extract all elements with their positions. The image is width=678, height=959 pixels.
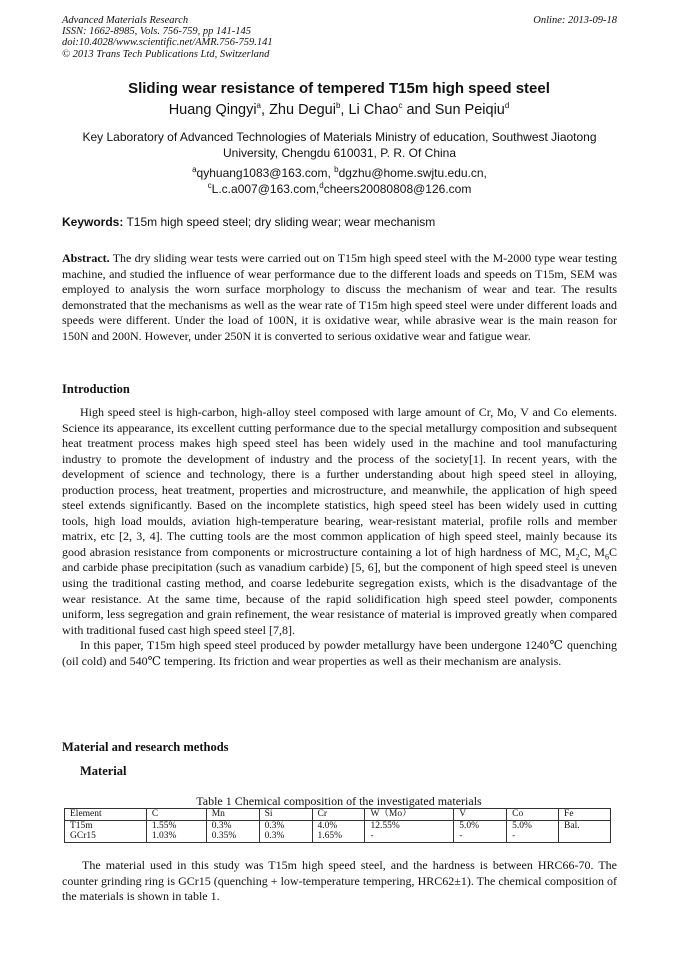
subscript: 2 — [575, 552, 580, 562]
table-cell: 0.3% — [259, 831, 312, 842]
table-cell: - — [365, 831, 454, 842]
table-cell: 1.55% — [146, 820, 206, 831]
email-mark: a — [192, 165, 197, 174]
email-list — [62, 165, 617, 197]
journal-header — [62, 15, 617, 60]
table-cell: 4.0% — [312, 820, 365, 831]
paragraph-text: High speed steel is high-carbon, high-alloy steel composed with large amount of Cr, Mo, V and Co elements. Science its appearance, its excellent cutting performance due to the special metallurgy composition and subsequent heat treatment process makes high speed steel has been widely used in the machine and tool manufacturing industry to promote the development of industry and the process of the society[1]. In recent years, with the development of science and technology, there is a further understanding about high speed steel in alloying, production process, heat treatment, properties and microstructure, and meanwhile, the application of high speed steel extends significantly. Based on the incomplete statistics, high speed steel has been widely used in cutting tools, high load moulds, aviation high-temperature bearing, wear-resistant material, profile rolls and member matrix, etc [2, 3, 4]. The cutting tools are the most common application of high speed steel, mainly because its good abrasion resistance from components or microstructure containing a lot of high hardness of MC, M — [62, 405, 617, 559]
table-header-cell: W（Mo） — [365, 809, 454, 821]
table-header-cell: Fe — [559, 809, 611, 821]
journal-name: Advanced Materials Research — [62, 15, 189, 26]
email-mark: d — [319, 181, 324, 190]
abstract-label: Abstract. — [62, 251, 110, 265]
copyright-line: © 2013 Trans Tech Publications Ltd, Switzerland — [62, 48, 270, 60]
doi-line: doi:10.4028/www.scientific.net/AMR.756-759.141 — [62, 37, 273, 49]
table-cell: 1.65% — [312, 831, 365, 842]
table-header-cell: Mn — [206, 809, 259, 821]
table-caption: Table 1 Chemical composition of the investigated materials — [196, 794, 482, 808]
table-cell: 5.0% — [507, 820, 559, 831]
introduction-body — [62, 405, 617, 669]
email-link[interactable]: cheers20080808@126.com — [323, 182, 472, 196]
email-link[interactable]: L.c.a007@163.com, — [211, 182, 320, 196]
author-mark: d — [504, 101, 510, 111]
author-separator: , — [261, 102, 270, 118]
table-header-cell: Element — [65, 809, 147, 821]
affiliation: Key Laboratory of Advanced Technologies of Materials Ministry of education, Southwest Jiaotong University, Chengdu 610031, P. R. Of China — [82, 130, 597, 160]
table-cell — [559, 831, 611, 842]
section-heading-materials: Material and research methods — [62, 740, 229, 754]
material-paragraph: The material used in this study was T15m high speed steel, and the hardness is between HRC66-70. The counter grinding ring is GCr15 (quenching + low-temperature tempering, HRC62±1). The chemical composition of the materials is shown in table 1. — [62, 858, 617, 904]
abstract — [62, 251, 617, 345]
table-header-cell: Cr — [312, 809, 365, 821]
email-mark: c — [207, 181, 212, 190]
author-mark: c — [398, 101, 403, 111]
email-link[interactable]: qyhuang1083@163.com, — [196, 166, 335, 180]
keywords — [62, 215, 617, 229]
issn-line: ISSN: 1662-8985, Vols. 756-759, pp 141-145 — [62, 26, 251, 38]
author-list — [0, 102, 678, 118]
table-row — [65, 831, 611, 842]
keywords-label: Keywords: — [62, 215, 124, 229]
author-name: Sun Peiqiu — [434, 102, 505, 118]
table-cell: 5.0% — [454, 820, 507, 831]
table-cell: 1.03% — [146, 831, 206, 842]
abstract-text: The dry sliding wear tests were carried out on T15m high speed steel with the M-2000 type wear testing machine, and studied the influence of wear performance due to the different loads and speeds on T15m, SEM was employed to analysis the worn surface morphology to discuss the mechanism of wear and tear. The results demonstrated that the mechanisms as well as the wear rate of T15m high speed steel were under different loads and speeds were different. Under the load of 100N, it is oxidative wear, while abrasive wear is the main reason for 150N and 200N. However, under 250N it is converted to serious oxidative wear and fatigue wear. — [62, 251, 617, 343]
section-heading-introduction: Introduction — [62, 382, 130, 396]
table-header-cell: Co — [507, 809, 559, 821]
table-row — [65, 820, 611, 831]
paragraph-text: C and carbide phase precipitation (such as vanadium carbide) [5, 6], but the component of high speed steel is uneven using the traditional casting method, and coarse ledeburite segregation exists, which is the disadvantage of the wear resistance. At the same time, because of the rapid solidification high speed steel powder, components uniform, less segregation and grain refinement, the wear resistance of material is improved greatly when compared with traditional fused cast high speed steel [7,8]. — [62, 544, 617, 637]
table-header-cell: Si — [259, 809, 312, 821]
table-cell: 0.35% — [206, 831, 259, 842]
table-cell: 12.55% — [365, 820, 454, 831]
table-header-cell: C — [146, 809, 206, 821]
author-name: Li Chao — [348, 102, 399, 118]
subscript: 6 — [604, 552, 609, 562]
subsection-heading-material: Material — [80, 764, 127, 778]
table-cell: 0.3% — [206, 820, 259, 831]
table-cell: - — [507, 831, 559, 842]
table-cell: - — [454, 831, 507, 842]
table-cell: 0.3% — [259, 820, 312, 831]
author-name: Zhu Degui — [269, 102, 336, 118]
paper-title: Sliding wear resistance of tempered T15m high speed steel — [128, 80, 550, 97]
table-cell: Bal. — [559, 820, 611, 831]
table-cell: T15m — [65, 820, 147, 831]
table-header-row — [65, 809, 611, 821]
author-mark: a — [256, 101, 261, 111]
intro-paragraph-2: In this paper, T15m high speed steel produced by powder metallurgy have been undergone 1240℃ quenching (oil cold) and 540℃ tempering. Its friction and wear properties as well as their mechanism are analysis. — [62, 638, 617, 668]
author-separator: , — [340, 102, 349, 118]
table-header-cell: V — [454, 809, 507, 821]
email-link[interactable]: dgzhu@home.swjtu.edu.cn, — [338, 166, 487, 180]
author-name: Huang Qingyi — [168, 102, 257, 118]
intro-paragraph-1 — [62, 405, 617, 638]
material-description — [62, 858, 617, 905]
online-date: Online: 2013-09-18 — [533, 15, 617, 26]
email-mark: b — [334, 165, 339, 174]
paragraph-text: C, M — [579, 544, 605, 559]
table-cell: GCr15 — [65, 831, 147, 842]
author-mark: b — [335, 101, 341, 111]
composition-table — [64, 808, 611, 843]
author-separator: and — [402, 102, 435, 118]
keywords-text: T15m high speed steel; dry sliding wear; wear mechanism — [123, 215, 436, 229]
